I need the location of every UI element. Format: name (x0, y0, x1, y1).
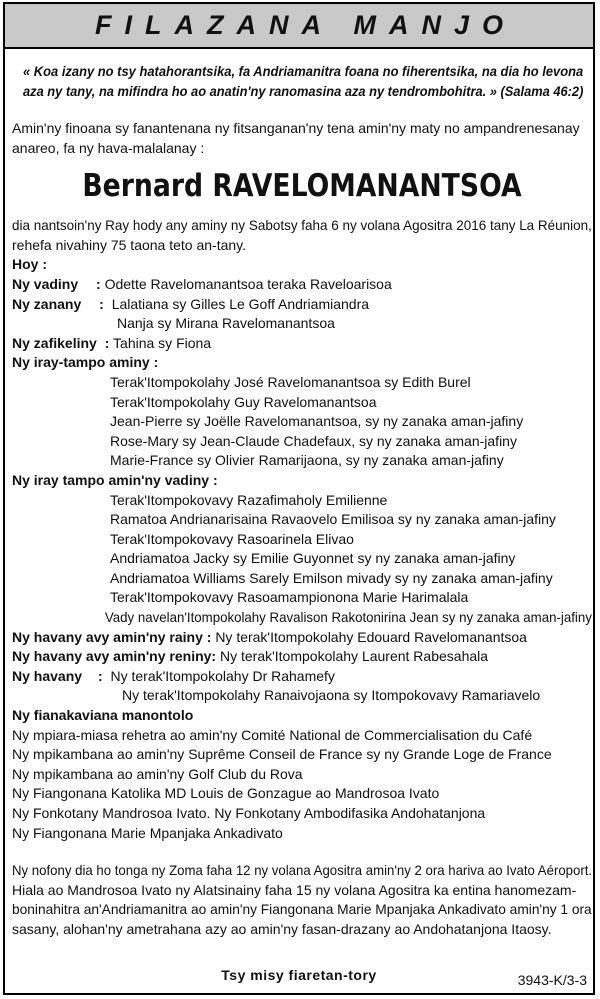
list-item: Ny Fiangonana Katolika MD Louis de Gonzague ao Mandrosoa Ivato (12, 785, 440, 802)
vadiny-label: Ny vadiny (12, 275, 79, 292)
list-item: Andriamatoa Jacky sy Emilie Guyonnet sy ny zanaka aman-jafiny (110, 550, 516, 567)
ceremony-line: sasany, alohan'ny ametrahana azy ao amin'ny fasan-drazany ao Andohatanjona Itaosy. (12, 920, 552, 937)
havany-reniny-row (12, 647, 592, 667)
zanany-text: Nanja sy Mirana Ravelomanantsoa (117, 315, 335, 332)
list-item: Ny mpiara-miasa rehetra ao amin'ny Comité National de Commercialisation du Café (12, 726, 533, 743)
quote-line: aza ny tany, na mifindra ho ao anatin'ny ranomasina aza ny tendrombohitra. » (Salama 46:2) (23, 83, 584, 99)
list-item: Ny Fonkotany Mandrosoa Ivato. Ny Fonkotany Ambodifasika Andohatanjona (12, 805, 486, 821)
havany-sep: : (97, 667, 103, 684)
intro-line: Amin'ny finoana sy fanantenana ny fitsanganan'ny tena amin'ny maty no ampandrenesanay (12, 120, 580, 136)
zafikeliny-row (12, 334, 592, 354)
death-line: dia nantsoin'ny Ray hody any aminy ny Sabotsy faha 6 ny volana Agositra 2016 tany La Réunion, (12, 217, 592, 234)
intro-line: anareo, fa ny hava-malalanay : (12, 139, 205, 156)
havany-text: Ny terak'Itompokolahy Dr Rahamefy (110, 667, 335, 684)
vadiny-row (12, 275, 592, 295)
ceremony-line: Ny nofony dia ho tonga ny Zoma faha 12 ny volana Agositra amin'ny 2 ora hariva ao Ivato Aéroport. (12, 862, 593, 879)
notice-frame (3, 2, 595, 995)
havany-rainy-label: Ny havany avy amin'ny rainy : (12, 628, 212, 645)
death-line: rehefa nivahiny 75 taona teto an-tany. (12, 236, 247, 253)
havany-text: Ny terak'Itompokolahy Ranaivojaona sy Itompokovavy Ramariavelo (122, 687, 541, 704)
zafikeliny-sep: : (104, 334, 110, 351)
zafikeliny-text: Tahina sy Fiona (113, 334, 212, 351)
havany-reniny-text: Ny terak'Itompokolahy Laurent Rabesahala (219, 648, 489, 665)
havany-label: Ny havany (12, 667, 83, 684)
list-item: Terak'Itompokovavy Rasoarinela Elivao (110, 530, 354, 547)
iray-tampo-aminy-label: Ny iray-tampo aminy : (12, 354, 159, 371)
deceased-name: Bernard RAVELOMANANTSOA (82, 168, 522, 205)
list-item: Ny mpikambana ao amin'ny Golf Club du Rova (12, 765, 303, 782)
list-item: Jean-Pierre sy Joëlle Ravelomanantsoa, sy ny zanaka aman-jafiny (110, 413, 524, 430)
havany-row (12, 667, 592, 687)
zafikeliny-label: Ny zafikeliny (12, 334, 97, 351)
zanany-row (12, 295, 592, 315)
havany-rainy-text: Ny terak'Itompokolahy Edouard Ravelomanantsoa (215, 628, 527, 645)
zanany-label: Ny zanany (12, 295, 82, 312)
bible-quote (23, 61, 583, 101)
hoy-label: Hoy : (12, 256, 47, 273)
reference-code: 3943-K/3-3 (517, 972, 587, 988)
list-item: Ramatoa Andrianarisaina Ravaovelo Emilisoa sy ny zanaka aman-jafiny (110, 511, 556, 528)
ceremony-line: Hiala ao Mandrosoa Ivato ny Alatsinainy faha 15 ny volana Agositra ka entina hanomezam- (12, 881, 577, 898)
list-item: Rose-Mary sy Jean-Claude Chadefaux, sy ny zanaka aman-jafiny (110, 432, 517, 449)
ceremony-line: boninahitra an'Andriamanitra ao amin'ny Fiangonana Marie Mpanjaka Ankadivato amin'ny 1 ora (12, 901, 592, 918)
vadiny-sep: : (96, 275, 101, 292)
zanany-text: Lalatiana sy Gilles Le Goff Andriamiandra (111, 295, 370, 312)
closing-text: Tsy misy fiaretan-tory (221, 967, 377, 983)
list-item: Ny mpikambana ao amin'ny Suprême Conseil de France sy ny Grande Loge de France (12, 746, 552, 763)
list-item: Ny Fiangonana Marie Mpanjaka Ankadivato (12, 824, 283, 841)
iray-tampo-vadiny-label: Ny iray tampo amin'ny vadiny : (12, 471, 218, 488)
quote-line: « Koa izany no tsy hatahorantsika, fa Andriamanitra foana no fiherentsika, na dia ho levona (23, 63, 584, 79)
list-item: Terak'Itompokovavy Rasoamampionona Marie Harimalala (110, 589, 469, 606)
list-item: Terak'Itompokolahy José Ravelomanantsoa sy Edith Burel (110, 373, 471, 390)
list-item: Vady navelan'Itompokolahy Ravalison Rakotonirina Jean sy ny zanaka aman-jafiny (104, 609, 592, 626)
list-item: Terak'Itompokolahy Guy Ravelomanantsoa (110, 393, 377, 410)
list-item: Terak'Itompokovavy Razafimaholy Emilienne (110, 491, 388, 508)
zanany-sep: : (99, 295, 104, 312)
notice-title: FILAZANA MANJO (95, 10, 516, 40)
notice-body (12, 119, 592, 940)
fianakaviana-label: Ny fianakaviana manontolo (12, 707, 194, 724)
vadiny-text: Odette Ravelomanantsoa teraka Raveloarisoa (104, 275, 392, 292)
list-item: Marie-France sy Olivier Ramarijaona, sy ny zanaka aman-jafiny (110, 452, 504, 469)
notice-header (5, 4, 593, 49)
havany-rainy-row (12, 628, 592, 648)
list-item: Andriamatoa Williams Sarely Emilson mivady sy ny zanaka aman-jafiny (110, 569, 553, 586)
havany-reniny-label: Ny havany avy amin'ny reniny: (12, 648, 217, 665)
spacer (12, 843, 592, 861)
